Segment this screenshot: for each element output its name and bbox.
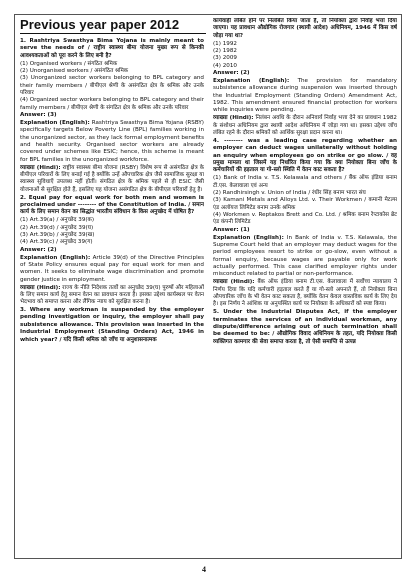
- left-column-paragraph: [20, 97, 204, 112]
- paragraph-text: The provision for mandatory subsistence allowance during suspension was inserted through the Industrial Employment (Standing Orders) Amendment Act, 1982. This amendment ensured financial protection for workers while inquiries were pending.: [213, 77, 397, 114]
- paragraph-text: Rashtriya Swasthya Bima Yojana (RSBY) specifically targets Below Poverty Line (BPL) families working in the unorganized sector, as they lack formal employment benefits and health security. Organised sector workers are already covered under schemes like ESIC; hence, this scheme is meant for BPL families in the unorganized workforce.: [20, 119, 204, 163]
- paragraph-label: Explanation (English):: [213, 77, 290, 84]
- paragraph-label: व्याख्या (Hindi):: [20, 284, 61, 291]
- left-column-paragraph: [20, 247, 204, 254]
- paragraph-text: (2) 1982: [213, 47, 237, 54]
- left-column-paragraph: [20, 61, 204, 68]
- paragraph-text: Answer: (1): [213, 226, 250, 233]
- right-column-paragraph: [213, 41, 397, 48]
- paragraph-text: राज्य के नीति निदेशक तत्वों का अनुच्छेद 39(घ) पुरुषों और महिलाओं के लिए समान कार्य हेतु समान वेतन का प्रावधान करता है। इसका उद्देश्य कार्यस्थल पर वेतन भेदभाव को समाप्त करना और लैंगिक न्याय को सुरक्षित करना है।: [20, 284, 204, 306]
- right-column-paragraph: [213, 70, 397, 77]
- left-column-paragraph: [20, 285, 204, 307]
- paragraph-text: Article 39(d) of the Directive Principles of State Policy ensures equal pay for equal work for men and women. It seeks to eliminate wage discrimination and promote gender justice in employment.: [20, 254, 204, 283]
- right-column-paragraph: [213, 55, 397, 62]
- left-column-paragraph: [20, 38, 204, 60]
- paragraph-label: Explanation (English):: [20, 119, 90, 126]
- left-column-paragraph: [20, 225, 204, 232]
- paragraph-text: 4. -------- was a leading case regarding whether an employer can deduct wages unilaterally without holding an enquiry when employees go on strike or go slow. / वह प्रमुख मामला था जिसमें यह निर्धारित किया गया कि क्या नियोक्ता बिना जाँच के कर्मचारियों की हड़ताल या गो-स्लो स्थिति में वेतन काट सकता है?: [213, 137, 397, 174]
- paragraph-text: In Bank of India v. T.S. Kelawala, the Supreme Court held that an employer may deduct wages for the period employees resort to strike or go-slow, even without a formal enquiry, because wages are payable only for work actually performed. This case clarified employer rights under misconduct related to partial or non-performance.: [213, 234, 397, 278]
- paragraph-text: बैंक ऑफ इंडिया बनाम टी.एस. केलावाला में सर्वोच्च न्यायालय ने निर्णय दिया कि यदि कर्मचारी हड़ताल करते हैं या गो-स्लो अपनाते हैं, तो नियोक्ता बिना औपचारिक जाँच के भी वेतन काट सकता है, क्योंकि वेतन केवल वास्तविक कार्य के लिए देय है। इस निर्णय ने आंशिक या अनुपस्थित कार्य पर नियोक्ता के अधिकारों को स्पष्ट किया।: [213, 279, 397, 308]
- left-column-paragraph: [20, 112, 204, 119]
- paragraph-label: व्याख्या (Hindi):: [213, 115, 254, 122]
- paragraph-text: Answer: (2): [20, 246, 57, 253]
- page-title: Previous year paper 2012: [20, 17, 180, 32]
- right-column-paragraph: [213, 197, 397, 212]
- left-column-paragraph: [20, 120, 204, 164]
- paragraph-text: (2) Unorganised workers / असंगठित श्रमिक: [20, 67, 129, 74]
- paragraph-label: व्याख्या (Hindi):: [20, 164, 61, 171]
- right-column-paragraph: [213, 279, 397, 308]
- paragraph-text: (2) Art.39(d) / अनुच्छेद 39(घ): [20, 224, 94, 231]
- paragraph-text: कार्यवाही लंबित होने पर निलंबित किया जाता है, तो नियोक्ता द्वारा निर्वाह भत्ता दिया जाएगा। यह प्रावधान औद्योगिक रोजगार (स्थायी आदेश) अधिनियम, 1946 में किस वर्ष जोड़ा गया था?: [213, 18, 397, 39]
- paragraph-label: Explanation (English):: [213, 234, 284, 241]
- paragraph-text: (1) Bank of India v. T.S. Kelawala and others / बैंक ऑफ इंडिया बनाम टी.एस. केलावाला एवं अन्य: [213, 175, 397, 189]
- right-column-paragraph: [213, 115, 397, 137]
- paragraph-text: (3) Unorganized sector workers belonging to BPL category and their family members / बीपीएल श्रेणी के असंगठित क्षेत्र के श्रमिक और उनके परिवार: [20, 75, 204, 96]
- paragraph-text: Answer: (3): [20, 112, 57, 119]
- paragraph-text: (3) 2009: [213, 55, 237, 62]
- paragraph-text: (4) 2010: [213, 62, 237, 69]
- right-column-paragraph: [213, 235, 397, 279]
- paragraph-text: 2. Equal pay for equal work for both men and women is proclaimed under -------- of the Constitution of India. / समान कार्य के लिए समान वेतन का सिद्धांत भारतीय संविधान के किस अनुच्छेद में घोषित है?: [20, 194, 204, 216]
- paragraph-text: (1) 1992: [213, 40, 237, 47]
- paragraph-text: (1) Organised workers / संगठित श्रमिक: [20, 60, 118, 67]
- paragraph-text: (1) Art.39(a) / अनुच्छेद 39(क): [20, 217, 95, 224]
- right-column-paragraph: [213, 309, 397, 346]
- paragraph-text: (4) Workmen v. Reptakos Brett and Co. Ltd. / श्रमिक बनाम रेप्टाकोस ब्रेट एंड कंपनी लिमिटेड: [213, 211, 397, 226]
- right-column-paragraph: [213, 138, 397, 175]
- right-column-paragraph: [213, 175, 397, 190]
- paragraph-text: 5. Under the Industrial Disputes Act, if the employer terminates the services of an individual workman, any dispute/difference arising out of such termination shall be deemed to be: / औद्योगिक विवाद अधिनियम के तहत, यदि नियोक्ता किसी व्यक्तिगत कामगार की सेवा समाप्त करता है, तो ऐसी समाप्ति से उत्पन्न: [213, 309, 397, 345]
- paragraph-text: (4) Art.39(c) / अनुच्छेद 39(ग): [20, 239, 93, 246]
- left-column-paragraph: [20, 255, 204, 284]
- right-column-paragraph: [213, 18, 397, 40]
- paragraph-text: निलंबन अवधि के दौरान अनिवार्य निर्वाह भत्ता देने का प्रावधान 1982 के संशोधन अधिनियम द्वारा स्थायी आदेश अधिनियम में जोड़ा गया था। इसका उद्देश्य जाँच लंबित रहने के दौरान श्रमिकों को आर्थिक सुरक्षा प्रदान करना था।: [213, 115, 397, 136]
- paragraph-text: राष्ट्रीय स्वास्थ्य बीमा योजना (RSBY) विशेष रूप से असंगठित क्षेत्र के बीपीएल परिवारों के लिए बनाई गई है क्योंकि उन्हें औपचारिक क्षेत्र जैसे सामाजिक सुरक्षा या स्वास्थ्य सुविधाएँ उपलब्ध नहीं होतीं। संगठित क्षेत्र के श्रमिक पहले से ही ESIC जैसी योजनाओं से सुरक्षित होते हैं, इसलिए यह योजना असंगठित क्षेत्र के बीपीएल परिवारों हेतु है।: [20, 164, 204, 193]
- right-column-paragraph: [213, 63, 397, 70]
- left-column-paragraph: [20, 239, 204, 246]
- right-column: [213, 18, 397, 554]
- left-column-paragraph: [20, 165, 204, 194]
- page-number: 4: [202, 565, 206, 574]
- paragraph-text: 3. Where any workman is suspended by the employer pending investigation or inquiry, the employer shall pay subsistence allowance. This provision was inserted in the Industrial Employment (Standing Orders) Act, 1946 in which year? / यदि किसी श्रमिक को जाँच या अनुशासनात्मक: [20, 307, 204, 343]
- paragraph-text: (4) Organized sector workers belonging to BPL category and their family members / बीपीएल श्रेणी के संगठित क्षेत्र के श्रमिक और उनके परिवार: [20, 97, 204, 111]
- right-column-paragraph: [213, 227, 397, 234]
- title-underline: [20, 33, 206, 34]
- left-column-paragraph: [20, 307, 204, 344]
- left-column-paragraph: [20, 68, 204, 75]
- right-column-paragraph: [213, 48, 397, 55]
- paragraph-label: व्याख्या (Hindi):: [213, 279, 255, 286]
- paragraph-label: Explanation (English):: [20, 254, 91, 261]
- left-column-paragraph: [20, 217, 204, 224]
- right-column-paragraph: [213, 78, 397, 115]
- paragraph-text: Answer: (2): [213, 70, 250, 76]
- paragraph-text: (3) Kamani Metals and Alloys Ltd. v. Their Workmen / कमानी मेटल्स एंड अलॉयज लिमिटेड बनाम उनके श्रमिक: [213, 197, 397, 211]
- right-column-paragraph: [213, 212, 397, 227]
- left-column-paragraph: [20, 75, 204, 97]
- paragraph-text: (2) Randhirsingh v. Union of India / रंधीर सिंह बनाम भारत संघ: [213, 189, 366, 196]
- paragraph-text: 1. Rashtriya Swasthya Bima Yojana is mainly meant to serve the needs of / राष्ट्रीय स्वास्थ्य बीमा योजना मुख्य रूप से किनकी आवश्यकताओं को पूरा करने के लिए बनी है?: [20, 38, 204, 59]
- paragraph-text: (3) Art.39(b) / अनुच्छेद 39(ख): [20, 231, 95, 238]
- left-column: [20, 38, 204, 554]
- left-column-paragraph: [20, 195, 204, 217]
